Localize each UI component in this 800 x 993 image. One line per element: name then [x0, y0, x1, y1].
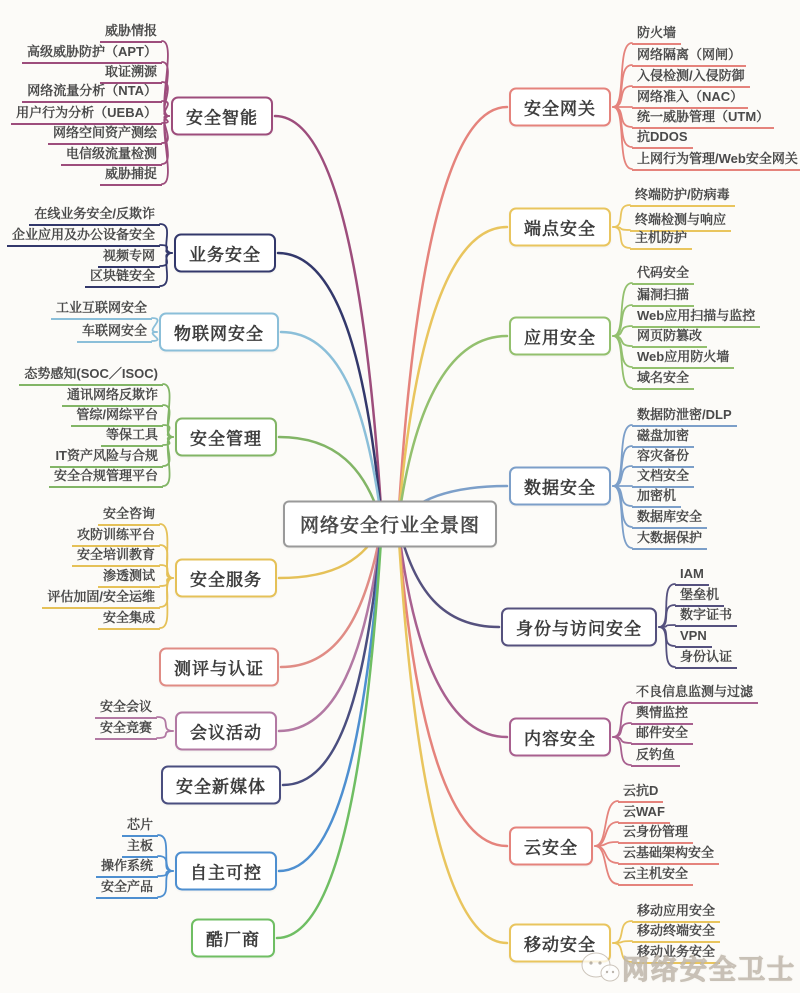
child-topic-label: 芯片 [126, 817, 153, 832]
child-connector [595, 846, 618, 863]
child-topic [632, 327, 707, 348]
branch-node [159, 648, 279, 687]
child-topic-label: 网络准入（NAC） [637, 89, 744, 104]
branch-node [175, 852, 277, 891]
child-topic-label: 攻防训练平台 [76, 527, 155, 542]
child-topic [85, 267, 160, 288]
child-topic-label: 安全集成 [102, 610, 155, 625]
child-topic-label: 取证溯源 [104, 64, 157, 79]
child-connector [659, 627, 675, 667]
child-topic-label: 堡垒机 [680, 587, 720, 602]
branch-node-label: 数据安全 [524, 478, 596, 498]
child-topic-label: 移动业务安全 [637, 944, 716, 959]
child-topic [122, 816, 158, 837]
child-topic-label: 网页防篡改 [637, 328, 703, 343]
child-topic-label: 工业互联网安全 [55, 300, 147, 315]
child-topic [618, 803, 670, 824]
child-topic-label: 数字证书 [680, 607, 733, 622]
child-connector [613, 921, 632, 943]
child-topic-label: 身份认证 [680, 649, 733, 664]
child-topic [632, 24, 681, 45]
child-topic [632, 487, 681, 508]
child-topic-label: 安全培训教育 [76, 547, 155, 562]
child-topic-label: 管综/网综平台 [76, 407, 158, 422]
child-topic [632, 264, 694, 285]
child-topic [96, 878, 158, 899]
child-topic [632, 467, 694, 488]
child-topic-label: 网络隔离（网闸） [637, 47, 742, 62]
branch-node [509, 718, 611, 757]
branch-node [159, 313, 279, 352]
child-topic [98, 567, 160, 588]
child-topic-label: 云抗D [623, 783, 659, 798]
child-connector [152, 318, 158, 332]
child-topic-label: 数据防泄密/DLP [637, 407, 732, 422]
child-topic-label: 安全会议 [99, 699, 152, 714]
child-topic [632, 348, 734, 369]
child-topic-label: 邮件安全 [636, 725, 689, 740]
child-topic [675, 648, 737, 669]
child-topic [675, 586, 724, 607]
child-topic [98, 247, 160, 268]
child-topic-label: 企业应用及办公设备安全 [11, 227, 155, 242]
wechat-icon [579, 950, 621, 986]
branch-node [509, 317, 611, 356]
child-topic [632, 150, 800, 171]
child-topic-label: 域名安全 [637, 370, 690, 385]
child-topic-label: 文档安全 [637, 468, 690, 483]
child-topic-label: 区块链安全 [89, 268, 155, 283]
child-topic-label: 安全竞赛 [99, 720, 152, 735]
branch-node [161, 766, 281, 805]
branch-node-label: 物联网安全 [174, 324, 264, 344]
child-topic-label: 磁盘加密 [637, 428, 690, 443]
child-topic [632, 46, 746, 67]
child-topic-label: 渗透测试 [102, 568, 155, 583]
child-topic-label: 数据库安全 [637, 509, 703, 524]
child-topic-label: 终端检测与响应 [635, 212, 727, 227]
child-topic-label: Web应用扫描与监控 [637, 308, 756, 323]
child-topic-label: 评估加固/安全运维 [47, 589, 155, 604]
branch-connector [398, 227, 507, 524]
child-topic [618, 782, 663, 803]
child-topic-label: 车联网安全 [81, 323, 147, 338]
child-topic [632, 427, 694, 448]
child-topic [632, 67, 750, 88]
branch-node [509, 467, 611, 506]
child-topic-label: 舆情监控 [636, 705, 689, 720]
child-topic-label: 主机防护 [635, 230, 688, 245]
center-node-label: 网络安全行业全景图 [299, 515, 481, 537]
child-topic [618, 844, 719, 865]
watermark [579, 948, 796, 987]
child-connector [613, 723, 631, 737]
child-topic-label: 威胁捕捉 [104, 166, 157, 181]
branch-node-label: 身份与访问安全 [516, 619, 642, 639]
branch-node-label: 安全服务 [190, 570, 262, 590]
child-connector [613, 107, 632, 127]
child-topic [632, 128, 693, 149]
child-topic-label: 入侵检测/入侵防御 [637, 68, 745, 83]
child-topic-label: 高级威胁防护（APT） [26, 44, 157, 59]
child-topic-label: IT资产风险与合规 [55, 448, 158, 463]
child-topic [11, 104, 162, 125]
child-connector [613, 486, 632, 506]
branch-node [175, 712, 277, 751]
child-topic [630, 229, 692, 250]
child-topic [675, 627, 712, 648]
branch-node-label: 自主可控 [190, 863, 262, 883]
child-topic-label: 容灾备份 [637, 448, 690, 463]
branch-node-label: 会议活动 [190, 723, 262, 743]
branch-node [501, 608, 657, 647]
child-topic-label: 上网行为管理/Web安全网关 [637, 151, 798, 166]
child-topic [51, 299, 152, 320]
child-topic [618, 865, 693, 886]
branch-connector [398, 336, 507, 524]
child-topic-label: 视频专网 [102, 248, 155, 263]
child-topic [631, 683, 758, 704]
child-topic-label: 统一威胁管理（UTM） [637, 109, 770, 124]
branch-node-label: 内容安全 [524, 729, 596, 749]
child-topic [632, 447, 694, 468]
child-topic [22, 82, 162, 103]
child-topic [48, 124, 162, 145]
child-topic [95, 698, 157, 719]
child-topic [631, 746, 680, 767]
child-topic-label: 云基础架构安全 [623, 845, 715, 860]
child-topic-label: 终端防护/防病毒 [635, 187, 730, 202]
child-connector [595, 846, 618, 884]
child-topic [19, 365, 163, 386]
branch-connector [275, 116, 382, 524]
child-topic-label: 安全咨询 [102, 506, 155, 521]
child-connector [160, 253, 172, 286]
child-topic-label: 主板 [126, 838, 153, 853]
child-topic-label: 在线业务安全/反欺诈 [34, 206, 155, 221]
branch-node-label: 移动安全 [524, 935, 596, 955]
branch-node-label: 安全网关 [524, 99, 596, 119]
child-topic [631, 724, 693, 745]
child-topic [632, 286, 694, 307]
child-topic [61, 145, 162, 166]
branch-connector [398, 107, 507, 524]
child-connector [152, 332, 158, 341]
center-node [283, 501, 497, 548]
child-topic-label: 电信级流量检测 [65, 146, 157, 161]
child-topic-label: IAM [680, 566, 704, 581]
child-topic-label: 加密机 [637, 488, 677, 503]
branch-connector [283, 524, 382, 785]
child-topic-label: 云主机安全 [623, 866, 689, 881]
child-topic [100, 63, 162, 84]
child-topic-label: Web应用防火墙 [637, 349, 730, 364]
child-topic-label: 用户行为分析（UEBA） [16, 105, 157, 120]
child-topic [95, 719, 157, 740]
child-topic [100, 22, 162, 43]
child-topic [22, 43, 162, 64]
child-topic [29, 205, 160, 226]
branch-node [509, 208, 611, 247]
child-topic-label: 反钓鱼 [636, 747, 676, 762]
child-topic [100, 165, 162, 186]
child-connector [613, 466, 632, 486]
child-topic [632, 922, 720, 943]
child-topic-label: 不良信息监测与过滤 [636, 684, 754, 699]
child-topic [7, 226, 160, 247]
child-topic-label: 云身份管理 [623, 824, 689, 839]
child-topic [72, 526, 160, 547]
child-topic-label: 安全产品 [100, 879, 153, 894]
child-topic-label: 操作系统 [100, 858, 153, 873]
child-topic [632, 406, 737, 427]
child-connector [613, 205, 630, 227]
child-connector [158, 856, 173, 871]
child-topic-label: 漏洞扫描 [637, 287, 690, 302]
branch-node [174, 234, 276, 273]
child-topic [98, 609, 160, 630]
child-topic-label: 抗DDOS [637, 129, 688, 144]
child-topic-label: 代码安全 [637, 265, 690, 280]
branch-node [171, 97, 273, 136]
child-topic [632, 902, 720, 923]
child-connector [595, 801, 618, 846]
child-connector [613, 86, 632, 107]
child-connector [160, 245, 172, 253]
child-topic [101, 426, 163, 447]
child-connector [659, 605, 675, 627]
child-topic [632, 529, 707, 550]
branch-node-label: 云安全 [524, 838, 578, 858]
child-topic [632, 307, 760, 328]
child-topic-label: 移动终端安全 [637, 923, 716, 938]
child-topic-label: VPN [680, 628, 707, 643]
child-topic [632, 108, 774, 129]
branch-node [509, 827, 593, 866]
branch-node [509, 88, 611, 127]
branch-node-label: 端点安全 [524, 219, 596, 239]
child-topic [675, 606, 737, 627]
child-topic [630, 186, 735, 207]
child-topic-label: 防火墙 [637, 25, 677, 40]
branch-node [175, 559, 277, 598]
child-topic [618, 823, 693, 844]
child-topic [42, 588, 160, 609]
child-topic [632, 508, 707, 529]
child-topic [49, 467, 163, 488]
child-connector [613, 702, 631, 737]
child-topic [632, 369, 694, 390]
branch-node-label: 安全新媒体 [176, 777, 266, 797]
branch-node-label: 应用安全 [524, 328, 596, 348]
branch-node [175, 418, 277, 457]
child-connector [157, 731, 173, 738]
child-connector [157, 717, 173, 731]
child-connector [160, 565, 173, 578]
branch-node-label: 酷厂商 [206, 930, 260, 950]
branch-node-label: 安全管理 [190, 429, 262, 449]
child-topic [96, 857, 158, 878]
child-topic [62, 386, 163, 407]
child-topic [98, 505, 160, 526]
watermark-text: 网络安全卫士 [622, 955, 796, 985]
child-topic-label: 移动应用安全 [637, 903, 716, 918]
child-topic [632, 88, 748, 109]
child-topic-label: 威胁情报 [104, 23, 157, 38]
child-topic [71, 406, 163, 427]
child-topic-label: 网络流量分析（NTA） [27, 83, 157, 98]
child-topic [72, 546, 160, 567]
child-topic [631, 704, 693, 725]
branch-node [191, 919, 275, 958]
child-topic [675, 565, 709, 586]
branch-node-label: 安全智能 [186, 108, 258, 128]
branch-node-label: 业务安全 [189, 245, 261, 265]
child-topic-label: 等保工具 [105, 427, 158, 442]
child-topic-label: 态势感知(SOC／ISOC) [24, 366, 158, 381]
child-topic-label: 云WAF [623, 804, 665, 819]
child-topic-label: 网络空间资产测绘 [52, 125, 157, 140]
child-topic-label: 安全合规管理平台 [53, 468, 158, 483]
child-topic-label: 通讯网络反欺诈 [66, 387, 158, 402]
child-topic [77, 322, 152, 343]
branch-node-label: 测评与认证 [174, 659, 264, 679]
child-topic [122, 837, 158, 858]
child-topic-label: 大数据保护 [637, 530, 703, 545]
child-topic [50, 447, 163, 468]
